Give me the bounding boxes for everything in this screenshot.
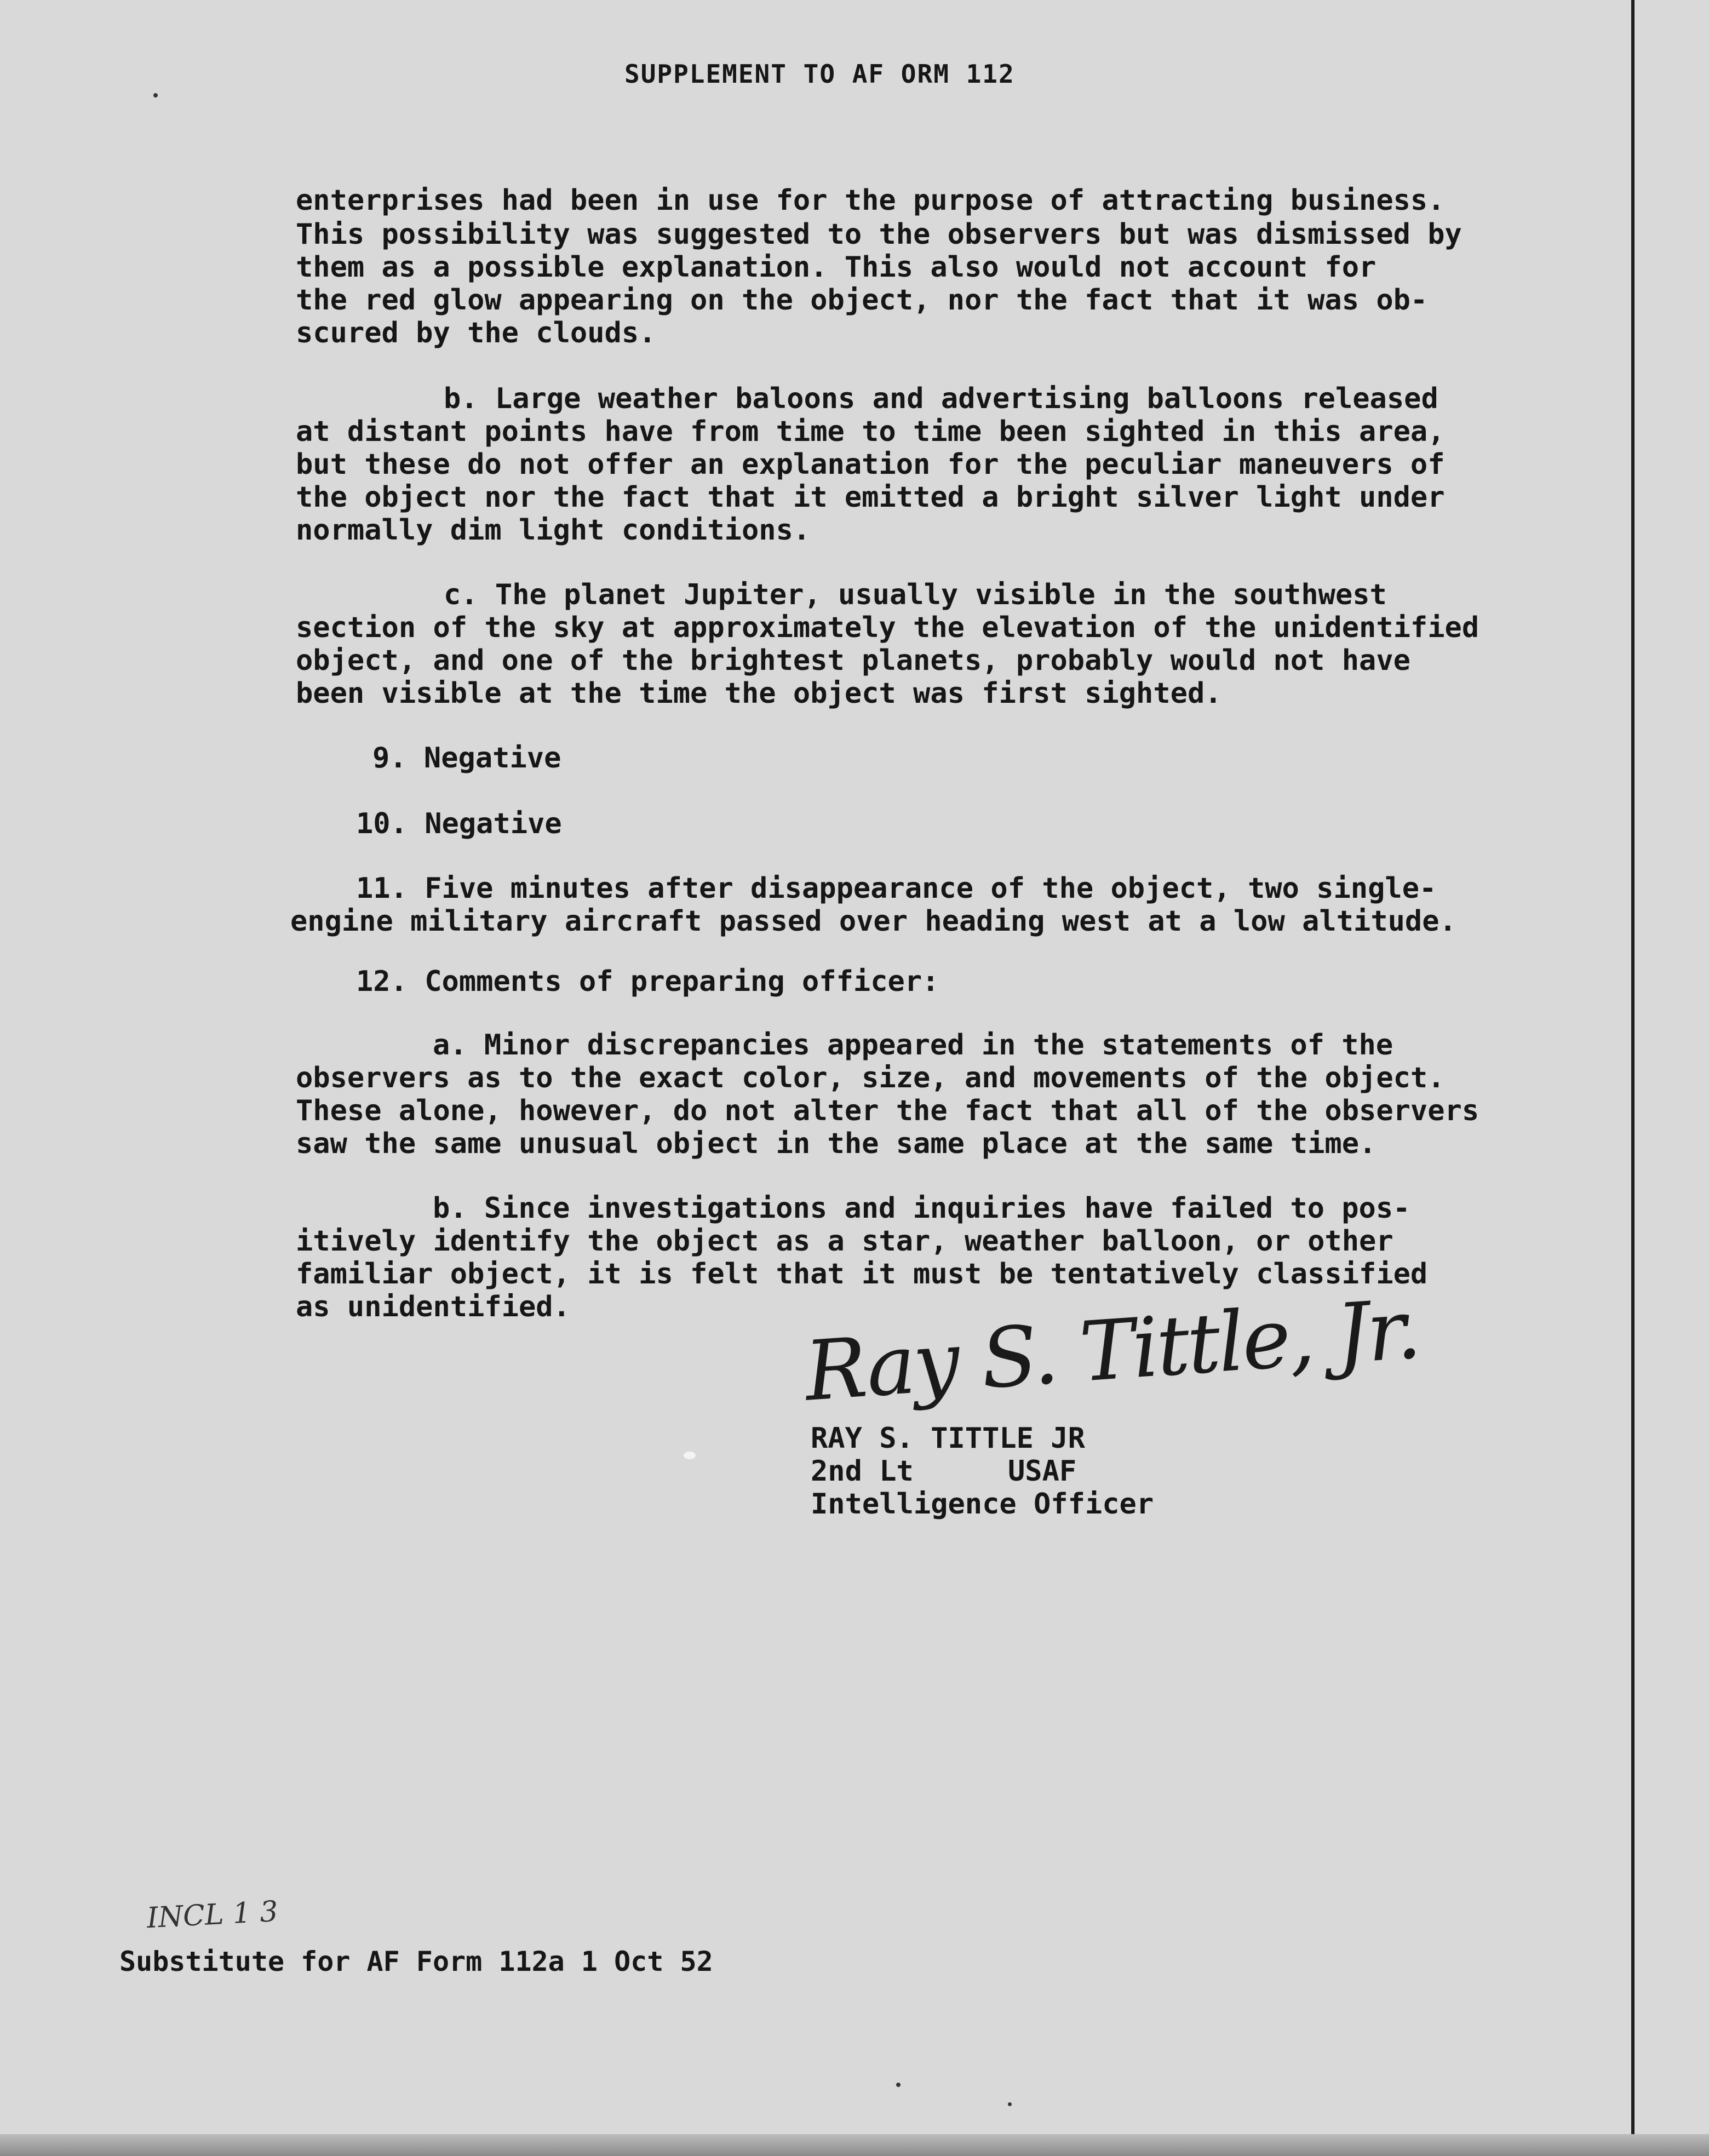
document-header: SUPPLEMENT TO AF ORM 112 <box>624 59 1015 89</box>
text-line: familiar object, it is felt that it must be tentatively classified <box>296 1258 1428 1291</box>
scan-speck <box>153 93 158 98</box>
text-line: as unidentified. <box>296 1291 570 1323</box>
text-line: but these do not offer an explanation for the peculiar maneuvers of <box>296 448 1445 481</box>
signer-service: USAF <box>1008 1455 1077 1488</box>
text-line: at distant points have from time to time been sighted in this area, <box>296 415 1445 448</box>
signer-name: RAY S. TITTLE JR <box>811 1422 1085 1455</box>
text-line: the object nor the fact that it emitted a bright silver light under <box>296 481 1445 514</box>
page-edge-bottom <box>0 2134 1709 2156</box>
scan-speck <box>1008 2102 1012 2106</box>
text-line: observers as to the exact color, size, and movements of the object. <box>296 1062 1445 1094</box>
text-line: normally dim light conditions. <box>296 514 811 547</box>
text-line: scured by the clouds. <box>296 317 656 349</box>
text-line: b. Since investigations and inquiries have failed to pos- <box>433 1192 1410 1225</box>
text-line: the red glow appearing on the object, nor the fact that it was ob- <box>296 284 1428 317</box>
scan-speck <box>684 1452 696 1459</box>
text-line: object, and one of the brightest planets, probably would not have <box>296 644 1410 677</box>
item-10: 10. Negative <box>356 807 562 840</box>
text-line: section of the sky at approximately the elevation of the unidentified <box>296 611 1479 644</box>
handwritten-enclosure-note: INCL 1 3 <box>146 1895 279 1935</box>
item-12: 12. Comments of preparing officer: <box>356 965 939 998</box>
text-line: enterprises had been in use for the purpose of attracting business. <box>296 184 1445 217</box>
text-line: a. Minor discrepancies appeared in the statements of the <box>433 1029 1393 1062</box>
signer-rank: 2nd Lt <box>811 1455 914 1488</box>
signer-title: Intelligence Officer <box>811 1488 1154 1521</box>
scan-speck <box>896 2083 901 2087</box>
text-line: b. Large weather baloons and advertising balloons released <box>444 382 1438 415</box>
handwritten-signature: Ray S. Tittle, Jr. <box>801 1281 1423 1420</box>
text-line: These alone, however, do not alter the fact that all of the observers <box>296 1094 1479 1127</box>
text-line: saw the same unusual object in the same place at the same time. <box>296 1127 1377 1160</box>
text-line: them as a possible explanation. This also would not account for <box>296 251 1377 284</box>
page-edge-right <box>1631 0 1635 2156</box>
text-line: been visible at the time the object was first sighted. <box>296 677 1222 710</box>
text-line: c. The planet Jupiter, usually visible in the southwest <box>444 578 1387 611</box>
item-9: 9. Negative <box>372 742 561 775</box>
text-line: engine military aircraft passed over heading west at a low altitude. <box>290 905 1456 938</box>
form-footer: Substitute for AF Form 112a 1 Oct 52 <box>119 1946 713 1977</box>
text-line: This possibility was suggested to the observers but was dismissed by <box>296 218 1462 251</box>
text-line: itively identify the object as a star, weather balloon, or other <box>296 1225 1393 1258</box>
text-line: 11. Five minutes after disappearance of the object, two single- <box>356 872 1437 905</box>
